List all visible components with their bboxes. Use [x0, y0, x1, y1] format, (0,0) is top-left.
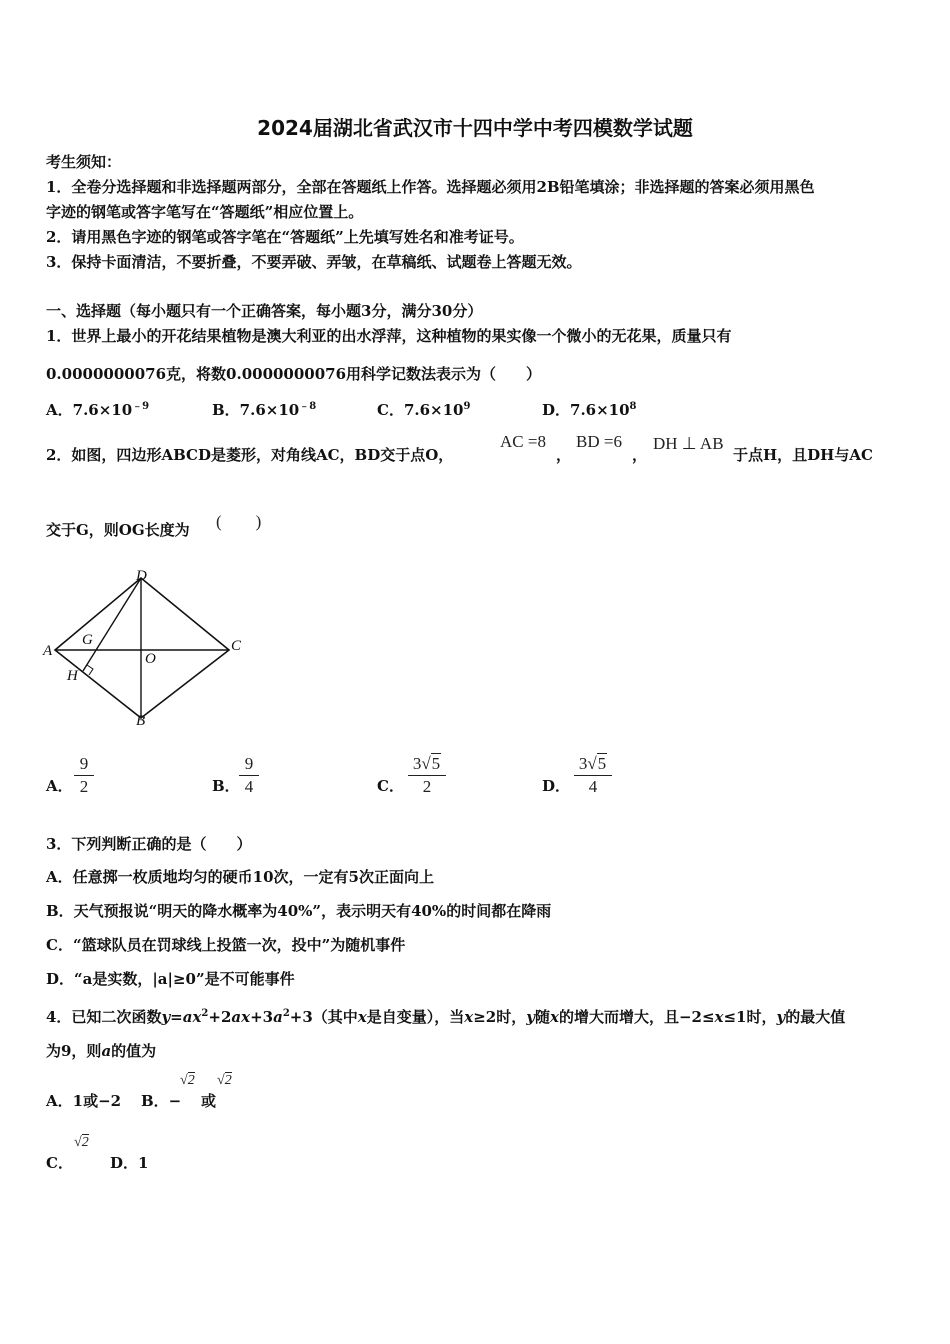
q4-option-b-or: 或 — [201, 1092, 217, 1110]
q4-option-b[interactable]: B．− — [141, 1092, 182, 1110]
label-g: G — [82, 632, 93, 648]
q4-text: +3 — [250, 1008, 274, 1026]
q2-option-c-radicand: 5 — [431, 754, 441, 773]
notice-line2: 2．请用黑色字迹的钢笔或答字笔在“答题纸”上先填写姓名和准考证号。 — [46, 228, 524, 246]
rhombus-figure — [40, 566, 250, 732]
q1-option-a[interactable] — [46, 397, 149, 420]
q2-option-c-denominator: 2 — [422, 777, 432, 796]
q4-stem-line2 — [46, 1041, 156, 1061]
q4-text: ≤1时， — [723, 1008, 777, 1026]
q3-stem: 3．下列判断正确的是（ ） — [46, 835, 252, 853]
q2-option-c-fraction — [408, 754, 446, 797]
q4-radicand: 2 — [187, 1073, 195, 1088]
q2-text-part3: 交于G，则OG长度为 — [46, 521, 190, 539]
q4-var: a — [273, 1008, 283, 1026]
notice-heading: 考生须知： — [46, 153, 122, 171]
q1-option-a-exponent: ﹣9 — [132, 401, 150, 412]
q4-stem-line1 — [46, 1004, 845, 1027]
q1-option-d[interactable] — [542, 397, 637, 420]
q4-var: ax — [231, 1008, 251, 1026]
q2-option-b-fraction — [239, 754, 259, 797]
q2-option-a-fraction — [74, 754, 94, 797]
q4-text: 为9，则 — [46, 1042, 102, 1060]
q2-option-a-denominator: 2 — [79, 777, 89, 796]
q2-option-d-radicand: 5 — [597, 754, 607, 773]
q4-text: 的值为 — [111, 1042, 157, 1060]
q2-comma1: ， — [556, 446, 572, 464]
q1-option-b-exponent: ﹣8 — [299, 401, 317, 412]
q1-option-d-text: D．7.6×10 — [542, 401, 630, 419]
q3-option-b[interactable]: B．天气预报说“明天的降水概率为40%”，表示明天有40%的时间都在降雨 — [46, 902, 552, 920]
q4-var: x — [357, 1008, 367, 1026]
label-b: B — [136, 713, 146, 729]
label-a: A — [43, 643, 53, 659]
q2-option-a-label[interactable]: A． — [46, 777, 73, 795]
q1-option-b-text: B．7.6×10 — [212, 401, 300, 419]
q4-var: a — [101, 1042, 112, 1060]
notice-line1: 1．全卷分选择题和非选择题两部分，全部在答题纸上作答。选择题必须用2B铅笔填涂；非选择题的答案必须用黑色 — [46, 178, 815, 196]
q4-exponent: 2 — [282, 1008, 290, 1019]
q4-text: = — [170, 1008, 183, 1026]
q2-option-b-label[interactable]: B． — [212, 777, 240, 795]
q4-var: ax — [182, 1008, 202, 1026]
label-o: O — [145, 651, 156, 667]
q4-option-b-sqrt1: √2 — [180, 1073, 195, 1088]
q4-text: 的最大值 — [785, 1008, 846, 1026]
fraction-bar — [574, 775, 612, 776]
q4-var: x — [464, 1008, 474, 1026]
q2-option-b-denominator: 4 — [244, 777, 254, 796]
q1-option-b[interactable] — [212, 397, 316, 420]
q2-comma2: ， — [632, 446, 648, 464]
notice-line1b: 字迹的钢笔或答字笔写在“答题纸”相应位置上。 — [46, 203, 364, 221]
q3-option-d[interactable]: D．“a是实数，|a|≥0”是不可能事件 — [46, 970, 295, 988]
q1-line2: 0.0000000076克，将数0.0000000076用科学记数法表示为（ ） — [46, 365, 542, 383]
q4-var: y — [161, 1008, 171, 1026]
q1-option-c-exponent: 9 — [463, 401, 471, 412]
label-h: H — [67, 668, 78, 684]
q4-var: x — [549, 1008, 559, 1026]
q2-answer-paren: ( ) — [216, 512, 262, 531]
notice-line3: 3．保持卡面清洁，不要折叠，不要弄破、弄皱，在草稿纸、试题卷上答题无效。 — [46, 253, 582, 271]
label-c: C — [231, 638, 242, 654]
q2-text-part1: 2．如图，四边形ABCD是菱形，对角线AC，BD交于点O， — [46, 446, 454, 464]
q2-option-d-coefficient: 3 — [578, 754, 588, 773]
q2-option-d-denominator: 4 — [588, 777, 598, 796]
q1-line1: 1．世界上最小的开花结果植物是澳大利亚的出水浮萍，这种植物的果实像一个微小的无花果，质量只有 — [46, 327, 732, 345]
q3-option-c[interactable]: C．“篮球队员在罚球线上投篮一次，投中”为随机事件 — [46, 936, 406, 954]
q4-option-b-sqrt2: √2 — [217, 1073, 232, 1088]
q4-var: y — [526, 1008, 535, 1026]
q4-text: 随 — [534, 1008, 550, 1026]
q4-text: +2 — [208, 1008, 232, 1026]
q2-math-dh-perp-ab: DH ⊥ AB — [653, 434, 724, 453]
q2-option-d-numerator: 3√5 — [578, 754, 607, 773]
q4-option-c[interactable]: C． — [46, 1154, 73, 1172]
q2-option-d-fraction — [574, 754, 612, 797]
fraction-bar — [408, 775, 446, 776]
q2-text-part2: 于点H，且DH与AC — [733, 446, 873, 464]
q2-math-ac: AC =8 — [500, 432, 546, 451]
q2-option-b-numerator: 9 — [244, 754, 254, 773]
q1-option-d-exponent: 8 — [629, 401, 637, 412]
q3-option-a[interactable]: A．任意掷一枚质地均匀的硬币10次，一定有5次正面向上 — [46, 868, 434, 886]
q2-option-a-numerator: 9 — [79, 754, 89, 773]
q4-text: ≥2时， — [473, 1008, 527, 1026]
q2-math-bd: BD =6 — [576, 432, 622, 451]
q4-exponent: 2 — [201, 1008, 209, 1019]
q4-var: x — [714, 1008, 724, 1026]
rhombus-abcd — [55, 578, 229, 718]
section-heading: 一、选择题（每小题只有一个正确答案，每小题3分，满分30分） — [46, 302, 483, 320]
page-title: 2024届湖北省武汉市十四中学中考四模数学试题 — [257, 116, 693, 140]
right-angle-mark — [87, 665, 93, 675]
q2-option-c-coefficient: 3 — [412, 754, 422, 773]
label-d: D — [136, 568, 147, 584]
segment-dh — [83, 578, 141, 671]
q4-radicand: 2 — [224, 1073, 232, 1088]
q1-option-a-text: A．7.6×10 — [46, 401, 133, 419]
q2-option-c-label[interactable]: C． — [377, 777, 404, 795]
q1-option-c-text: C．7.6×10 — [377, 401, 464, 419]
q2-option-d-label[interactable]: D． — [542, 777, 571, 795]
fraction-bar — [74, 775, 94, 776]
q4-text: +3（其中 — [289, 1008, 358, 1026]
q4-text: 是自变量），当 — [366, 1008, 465, 1026]
q2-option-c-numerator: 3√5 — [412, 754, 441, 773]
q4-option-a[interactable]: A．1或−2 — [46, 1092, 122, 1110]
q4-var: y — [776, 1008, 786, 1026]
q4-option-d[interactable]: D．1 — [110, 1154, 149, 1172]
q4-text: 4．已知二次函数 — [46, 1008, 162, 1026]
q4-text: 的增大而增大，且−2≤ — [558, 1008, 715, 1026]
q1-option-c[interactable] — [377, 397, 470, 420]
q4-radicand: 2 — [81, 1135, 89, 1150]
q4-option-c-sqrt: √2 — [74, 1135, 89, 1150]
fraction-bar — [239, 775, 259, 776]
